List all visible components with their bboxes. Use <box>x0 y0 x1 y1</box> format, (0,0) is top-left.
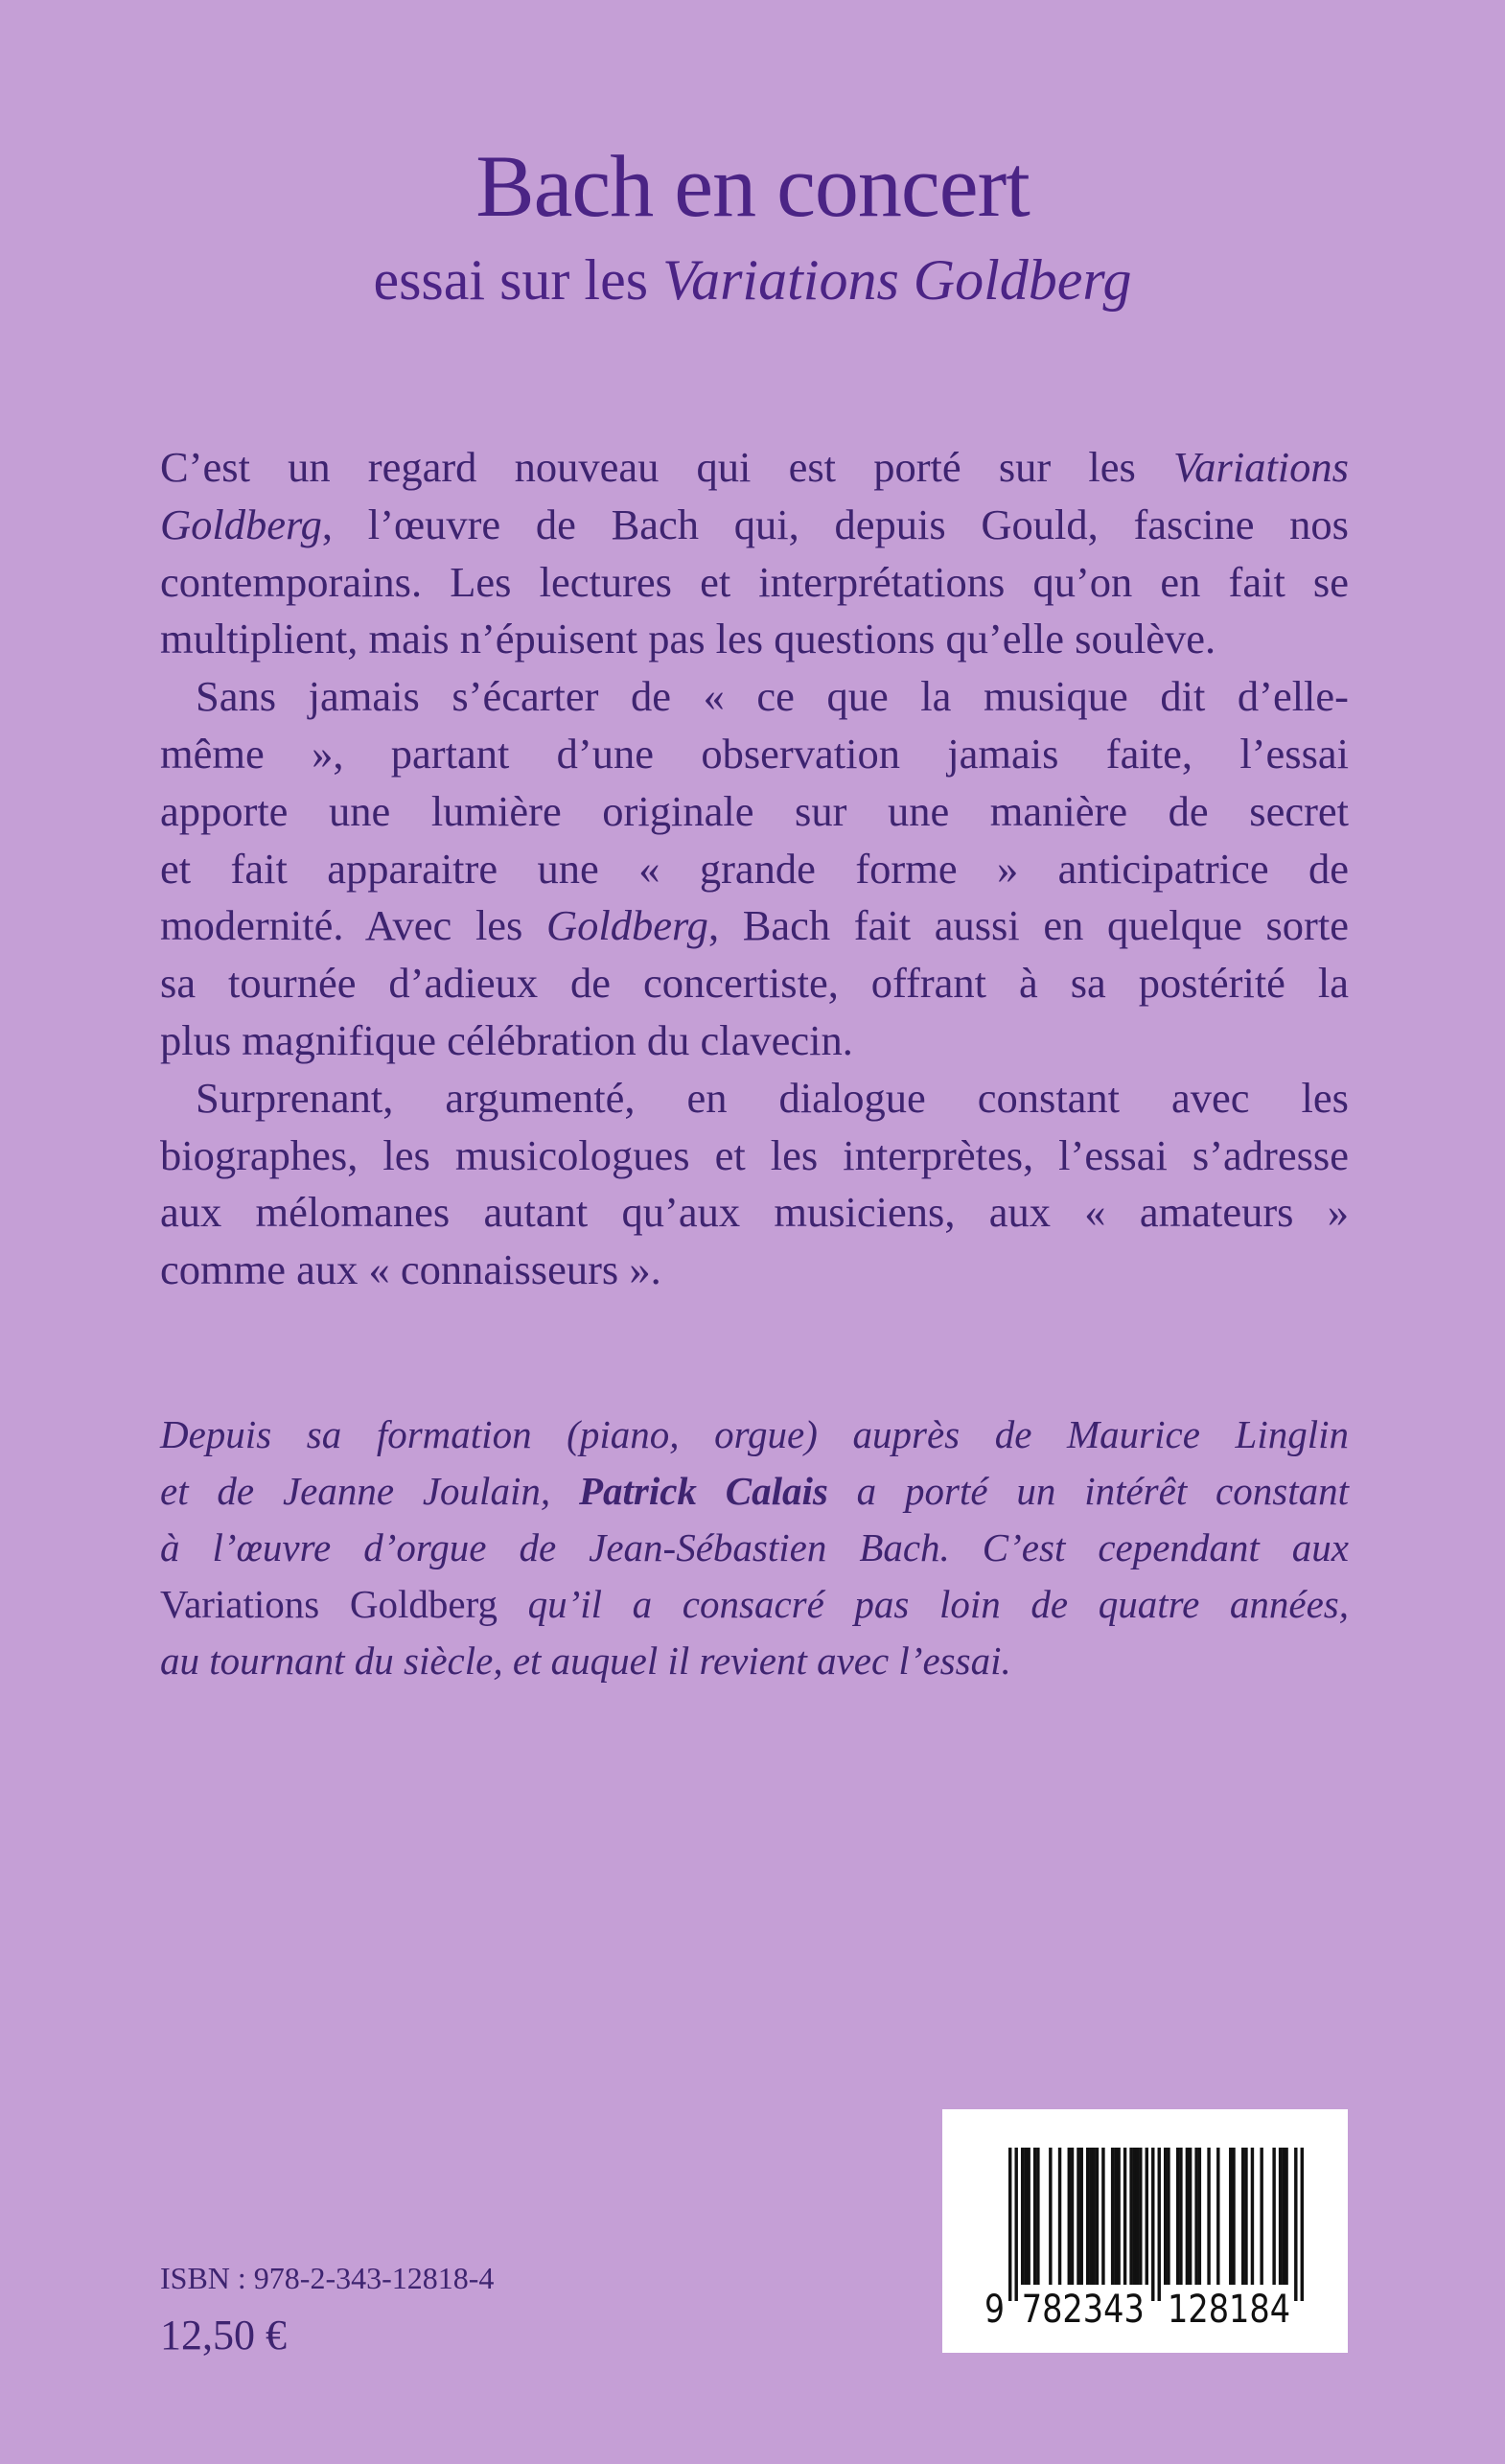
barcode-bar <box>1014 2148 1017 2301</box>
barcode-bar <box>1194 2148 1197 2285</box>
text-segment: multiplient, mais n’épuisent pas les questions qu’elle soulève. <box>160 615 1216 663</box>
barcode-bar <box>1151 2148 1154 2301</box>
isbn-label: ISBN : 978-2-343-12818-4 <box>160 2261 495 2295</box>
subtitle-italic: Variations Goldberg <box>662 248 1132 312</box>
text-segment: Sans jamais s’écarter de « ce que la musique dit d’elle- <box>196 672 1349 721</box>
barcode-bar <box>1272 2148 1275 2285</box>
barcode-bar <box>1058 2148 1061 2285</box>
barcode-bar <box>1232 2148 1235 2285</box>
text-segment: Variations Goldberg <box>160 1582 498 1626</box>
barcode-bar <box>1068 2148 1071 2285</box>
barcode-bar <box>1139 2148 1142 2285</box>
text-line <box>160 726 1349 783</box>
text-line <box>160 1242 1349 1299</box>
text-line <box>160 1127 1349 1185</box>
text-segment: modernité. Avec les <box>160 901 547 950</box>
barcode-bar <box>1207 2148 1210 2285</box>
text-line <box>160 1406 1349 1463</box>
text-segment: à l’œuvre d’orgue de Jean-Sébastien Bach. C’est cependant aux <box>160 1525 1349 1569</box>
barcode-bar <box>1111 2148 1114 2285</box>
text-segment: qu’il a consacré pas loin de quatre années, <box>497 1582 1349 1626</box>
text-segment: Variations <box>1173 443 1349 491</box>
barcode-bar <box>1176 2148 1179 2285</box>
barcode-bar <box>1244 2148 1247 2285</box>
text-segment: sa tournée d’adieux de concertiste, offrant à sa postérité la <box>160 959 1349 1008</box>
text-line <box>160 1520 1349 1576</box>
barcode-bar <box>1071 2148 1074 2285</box>
price-label: 12,50 € <box>160 2312 287 2359</box>
text-line <box>160 668 1349 726</box>
text-segment: au tournant du siècle, et auquel il revient avec l’essai. <box>160 1639 1011 1683</box>
text-segment: aux mélomanes autant qu’aux musiciens, aux « amateurs » <box>160 1188 1349 1237</box>
barcode-bar <box>1133 2148 1136 2285</box>
barcode-bar <box>1021 2148 1024 2285</box>
barcode-bar <box>1260 2148 1262 2285</box>
barcode-bar <box>1008 2148 1011 2301</box>
barcode-bar <box>1167 2148 1169 2285</box>
barcode-bar <box>1158 2148 1161 2301</box>
barcode-bar <box>1123 2148 1126 2285</box>
paragraph <box>160 668 1349 1070</box>
text-line <box>160 554 1349 612</box>
text-segment: et fait apparaitre une « grande forme » anticipatrice de <box>160 844 1349 893</box>
barcode-bar <box>1216 2148 1219 2285</box>
barcode-bar <box>1036 2148 1039 2285</box>
barcode-bar <box>1164 2148 1167 2285</box>
barcode-bar <box>1282 2148 1285 2285</box>
barcode <box>942 2109 1348 2353</box>
book-subtitle <box>0 248 1505 312</box>
barcode-bar <box>1096 2148 1099 2285</box>
barcode-graphic <box>942 2109 1348 2353</box>
barcode-bar <box>1251 2148 1254 2285</box>
text-line <box>160 1070 1349 1127</box>
barcode-digits: 9 <box>984 2288 1005 2332</box>
text-segment: C’est un regard nouveau qui est porté sur les <box>160 443 1174 491</box>
barcode-bar <box>1086 2148 1089 2285</box>
subtitle-prefix: essai sur les <box>373 248 663 312</box>
barcode-bar <box>1033 2148 1036 2285</box>
barcode-bar <box>1241 2148 1244 2285</box>
text-line <box>160 1633 1349 1689</box>
text-segment: Depuis sa formation (piano, orgue) auprès de Maurice Linglin <box>160 1412 1349 1456</box>
text-segment: apporte une lumière originale sur une manière de secret <box>160 786 1349 835</box>
barcode-digits: 782343 <box>1021 2288 1145 2332</box>
barcode-bar <box>1136 2148 1139 2285</box>
author-bio <box>160 1406 1349 1689</box>
text-line <box>160 897 1349 955</box>
text-segment: Goldberg <box>546 901 708 950</box>
barcode-bar <box>1179 2148 1182 2285</box>
text-line <box>160 611 1349 668</box>
text-line <box>160 1463 1349 1520</box>
barcode-digits: 128184 <box>1168 2288 1291 2332</box>
barcode-bar <box>1027 2148 1030 2285</box>
barcode-bar <box>1080 2148 1083 2285</box>
text-segment: , Bach fait aussi en quelque sorte <box>707 901 1349 950</box>
text-segment: même », partant d’une observation jamais faite, l’essai <box>160 729 1349 778</box>
text-segment: contemporains. Les lectures et interprétations qu’on en fait se <box>160 557 1349 606</box>
text-line <box>160 1184 1349 1242</box>
text-segment: , l’œuvre de Bach qui, depuis Gould, fascine nos <box>321 500 1349 548</box>
barcode-bar <box>1024 2148 1027 2285</box>
text-segment: Patrick Calais <box>578 1469 828 1513</box>
barcode-bar <box>1279 2148 1282 2285</box>
barcode-bar <box>1049 2148 1052 2285</box>
barcode-bar <box>1189 2148 1192 2285</box>
paragraph <box>160 1070 1349 1299</box>
barcode-bar <box>1114 2148 1117 2285</box>
text-line <box>160 1576 1349 1633</box>
text-segment: biographes, les musicologues et les interprètes, l’essai s’adresse <box>160 1130 1349 1179</box>
barcode-bar <box>1101 2148 1104 2285</box>
barcode-bar <box>1092 2148 1095 2285</box>
text-line <box>160 955 1349 1012</box>
barcode-bar <box>1117 2148 1120 2285</box>
text-segment: comme aux « connaisseurs ». <box>160 1245 661 1294</box>
text-segment: a porté un intérêt constant <box>827 1469 1349 1513</box>
paragraph <box>160 439 1349 668</box>
text-line <box>160 439 1349 497</box>
barcode-bar <box>1229 2148 1232 2285</box>
text-segment: Goldberg <box>160 500 322 548</box>
barcode-bar <box>1186 2148 1189 2285</box>
barcode-bar <box>1198 2148 1201 2285</box>
barcode-bar <box>1089 2148 1092 2285</box>
blurb-text <box>160 439 1349 1299</box>
text-segment: et de Jeanne Joulain, <box>160 1469 579 1513</box>
book-title: Bach en concert <box>475 137 1030 235</box>
text-line <box>160 497 1349 554</box>
barcode-bar <box>1294 2148 1297 2301</box>
text-segment: plus magnifique célébration du clavecin. <box>160 1015 853 1064</box>
barcode-bar <box>1077 2148 1079 2285</box>
barcode-bar <box>1301 2148 1304 2301</box>
barcode-bar <box>1146 2148 1148 2285</box>
text-line <box>160 841 1349 898</box>
text-line <box>160 783 1349 841</box>
barcode-bar <box>1285 2148 1287 2285</box>
barcode-bar <box>1129 2148 1132 2285</box>
text-line <box>160 1012 1349 1070</box>
text-segment: Surprenant, argumenté, en dialogue constant avec les <box>196 1073 1349 1122</box>
